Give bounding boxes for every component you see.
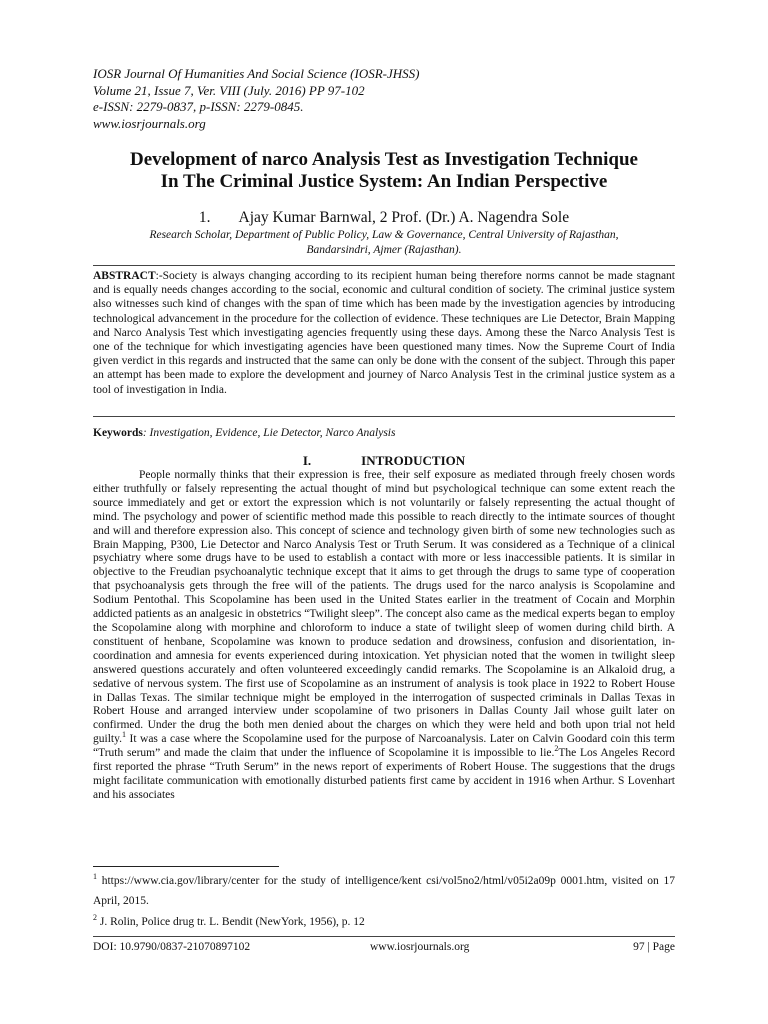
affiliation-line-1: Research Scholar, Department of Public Policy, Law & Governance, Central University of Rajasthan,: [149, 229, 619, 241]
section-heading: [93, 453, 675, 469]
footnote-ref-2: 2: [554, 744, 559, 754]
journal-volume: Volume 21, Issue 7, Ver. VIII (July. 2016) PP 97-102: [93, 82, 365, 98]
abstract-bottom-rule: [93, 416, 675, 417]
title-line-2: In The Criminal Justice System: An Indian Perspective: [160, 171, 608, 192]
footnote-2-text: J. Rolin, Police drug tr. L. Bendit (NewYork, 1956), p. 12: [97, 916, 365, 928]
body-text-part-2: It was a case where the Scopolamine used for the purpose of Narcoanalysis. Later on Calvin Goodard coin this term “Truth serum” and made the claim that under the influence of Scopolamine it is impossible to lie.: [93, 733, 675, 760]
footer-doi: DOI: 10.9790/0837-21070897102: [93, 941, 251, 953]
footer-page-number: 97 | Page: [633, 941, 675, 953]
authors: [60, 209, 708, 227]
footnote-1-number: 1: [93, 872, 97, 882]
footnote-separator: [93, 866, 279, 867]
author-number: 1.: [198, 209, 211, 226]
abstract-label: ABSTRACT: [93, 270, 156, 282]
footer-website: www.iosrjournals.org: [370, 941, 470, 953]
abstract-top-rule: [93, 265, 675, 266]
paper-title: [60, 149, 708, 193]
footnote-1-text: https://www.cia.gov/library/center for the study of intelligence/kent csi/vol5no2/html/v05i2a09p 0001.htm, visited on 17 April, 2015.: [93, 875, 675, 907]
affiliation-line-2: Bandarsindri, Ajmer (Rajasthan).: [306, 244, 462, 256]
footnote-1: [93, 871, 675, 911]
journal-issn: e-ISSN: 2279-0837, p-ISSN: 2279-0845.: [93, 99, 304, 114]
journal-header: [93, 66, 420, 132]
journal-website: www.iosrjournals.org: [93, 115, 206, 131]
title-line-1: Development of narco Analysis Test as Investigation Technique: [130, 149, 638, 170]
introduction-paragraph: [93, 469, 675, 803]
footnote-ref-1: 1: [121, 730, 126, 740]
abstract-text: :-Society is always changing according to its recipient human being therefore norms cannot be made stagnant and is equally needs changes according to the social, economic and cultural condition of society. The criminal justice system also witnesses such kind of changes with the span of time which has been made by the investigation agencies by introducing technological advancement in the procedure for the collection of evidence. These techniques are Lie Detector, Brain Mapping and Narco Analysis Test which investigating agencies frequently using these days. Among these the Narco Analysis Test is one of the technique for which investigating agencies have been questioned many times. Now the Supreme Court of India given verdict in this regards and instructed that the same can only be done with the consent of the subject. Through this paper an attempt has been made to explore the development and journey of Narco Analysis Test in the criminal justice system as a tool of investigation in India.: [93, 270, 675, 396]
author-names: Ajay Kumar Barnwal, 2 Prof. (Dr.) A. Nagendra Sole: [238, 209, 570, 226]
body-text-part-3: The Los Angeles Record first reported the phrase “Truth Serum” in the news report of experiments of Robert House. The suggestions that the drugs might facilitate communication with emotionally disturbed patients first came by accident in 1916 when Arthur. S Lovenhart and his associates: [93, 747, 675, 801]
footnote-2: [93, 912, 675, 932]
abstract: [93, 269, 675, 397]
body-text-part-1: People normally thinks that their expression is free, their self exposure as mediated through freely chosen words either truthfully or falsely representing the actual thought of mind but psychological technique can some extent reach the source immediately and get or extort the expression which is not voluntarily or falsely representing the actual thought of mind. The psychology and power of scientific method made this possible to reach directly to the intimate sources of thought and will and therefore expression also. This concept of science and technology given birth of some new technologies such as Brain Mapping, P300, Lie Detector and Narco Analysis Test or Truth Serum. It was considered as a Technique of a clinical psychiatry where some drugs have to be used to establish a contact with more or less inaccessible patients. It is similar in objective to the Freudian psychoanalytic technique except that it aims to get through the drugs to same type of cooperation that psychoanalysis gets through the free will of the patients. The drugs used for the narco analysis is Scopolamine and Sodium Pentothal. This Scopolamine has been used in the United States earlier in the treatment of Cocain and Morphin addicted patients as an analgesic in obstetrics “Twilight sleep”. The concept also came as the medical experts began to employ the Scopolamine along with morphine and chloroform to induce a state of twilight sleep of women during child birth. A constituent of henbane, Scopolamine was known to produce sedation and drowsiness, confusion and disorientation, in-coordination and amnesia for events experienced during intoxication. Yet physician noted that the women in twilight sleep answered questions accurately and often volunteered exceedingly candid remarks. The Scopolamine is an Alkaloid drug, a sedative of nervous system. The first use of Scopolamine as an instrument of analysis is took place in 1922 to Robert House in Dallas Texas. The similar technique might be employed in the interrogation of suspected criminals in Dallas Texas in Robert House and arranged interview under scopolamine of two prisoners in Dallas County Jail whose guilt later on confirmed. Under the drug the both men denied about the charges on which they were held and both upon trial not held guilty.: [93, 469, 675, 746]
footnote-2-number: 2: [93, 913, 97, 923]
section-title: INTRODUCTION: [361, 453, 466, 468]
journal-name: IOSR Journal Of Humanities And Social Science (IOSR-JHSS): [93, 66, 420, 81]
keywords-text: : Investigation, Evidence, Lie Detector, Narco Analysis: [142, 427, 396, 439]
section-number: I.: [302, 453, 312, 468]
footer-rule: [93, 936, 675, 937]
keywords-label: Keywords: [93, 427, 143, 439]
affiliation: [100, 228, 668, 258]
keywords: [93, 426, 675, 440]
